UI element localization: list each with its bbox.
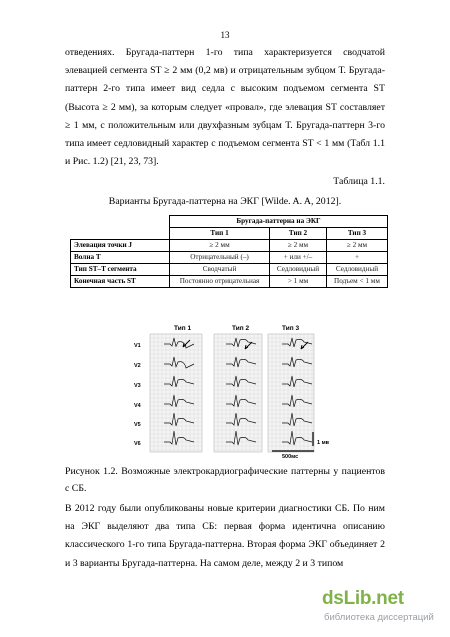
row-label: Элевация точки J xyxy=(71,240,170,252)
lead-label: V2 xyxy=(134,363,141,369)
table-cell: Постоянно отрицательная xyxy=(170,276,270,288)
table-row xyxy=(71,276,388,288)
brugada-table xyxy=(70,215,388,288)
lead-label: V5 xyxy=(134,422,141,428)
paragraph-2: В 2012 году были опубликованы новые критерии диагностики СБ. По ним на ЭКГ выделяют два типа СБ: первая форма идентична описанию классического 1-го типа Бругада-паттерна. Вторая форма ЭКГ объединяет 2 и 3 варианты Бругада-паттерна. На самом деле, между 2 и 3 типом xyxy=(65,503,385,569)
watermark xyxy=(310,588,450,632)
column-header: Тип 2 xyxy=(270,228,327,240)
figure-caption: Рисунок 1.2. Возможные электрокардиографические паттерны у пациентов с СБ. xyxy=(65,466,385,494)
type-label: Тип 3 xyxy=(282,325,300,332)
page-number: 13 xyxy=(220,30,230,40)
amplitude-scale-label: 1 мв xyxy=(317,440,330,446)
table-cell: > 1 мм xyxy=(270,276,327,288)
watermark-subtitle: библиотека диссертаций xyxy=(324,612,434,623)
table-cell: Седловидный xyxy=(270,264,327,276)
table-cell: Подъем < 1 мм xyxy=(326,276,387,288)
row-label: Волна Т xyxy=(71,252,170,264)
table-row xyxy=(71,264,388,276)
watermark-logo: dsLib.net xyxy=(322,588,404,609)
table-cell: ≥ 2 мм xyxy=(270,240,327,252)
table-cell: + xyxy=(326,252,387,264)
table-cell: Отрицательный (–) xyxy=(170,252,270,264)
lead-label: V6 xyxy=(134,441,141,447)
table-cell: ≥ 2 мм xyxy=(326,240,387,252)
type-label: Тип 2 xyxy=(232,325,250,332)
table-empty-corner xyxy=(71,216,170,240)
row-label: Конечная часть ST xyxy=(71,276,170,288)
row-label: Тип ST–T сегмента xyxy=(71,264,170,276)
ecg-figure xyxy=(132,322,354,460)
table-cell: + или +/– xyxy=(270,252,327,264)
table-row xyxy=(71,240,388,252)
column-header: Тип 1 xyxy=(170,228,270,240)
ecg-figure-svg xyxy=(132,322,354,460)
lead-label: V1 xyxy=(134,343,141,349)
lead-label: V3 xyxy=(134,383,141,389)
table-title: Варианты Бругада-паттерна на ЭКГ [Wilde. A. A, 2012]. xyxy=(108,196,342,207)
paragraph-1: отведениях. Бругада-паттерн 1-го типа характеризуется сводчатой элевацией сегмента ST ≥ 2 мм (0,2 мв) и отрицательным зубцом Т. Бругада-паттерн 2-го типа имеет вид седла с высоким подъемом сегмента ST (Высота ≥ 2 мм), за которым следует «провал», где элевация ST составляет ≥ 1 мм, с положительным или двухфазным зубцам Т. Бругада-паттерн 3-го типа имеет седловидный характер с подъемом сегмента ST < 1 мм (Табл 1.1 и Рис. 1.2) [21, 23, 73]. xyxy=(65,47,385,168)
table-cell: Седловидный xyxy=(326,264,387,276)
ecg-panel xyxy=(268,334,314,452)
table-label: Таблица 1.1. xyxy=(333,176,385,187)
type-label: Тип 1 xyxy=(174,325,192,332)
time-scale-label: 500мс xyxy=(282,454,299,460)
table-row xyxy=(71,252,388,264)
column-header: Тип 3 xyxy=(326,228,387,240)
table-cell: ≥ 2 мм xyxy=(170,240,270,252)
table-cell: Сводчатый xyxy=(170,264,270,276)
ecg-panel xyxy=(150,334,202,452)
lead-label: V4 xyxy=(134,403,141,409)
table-header-row xyxy=(71,216,388,228)
table-group-header: Бругада-паттерна на ЭКГ xyxy=(170,216,388,228)
